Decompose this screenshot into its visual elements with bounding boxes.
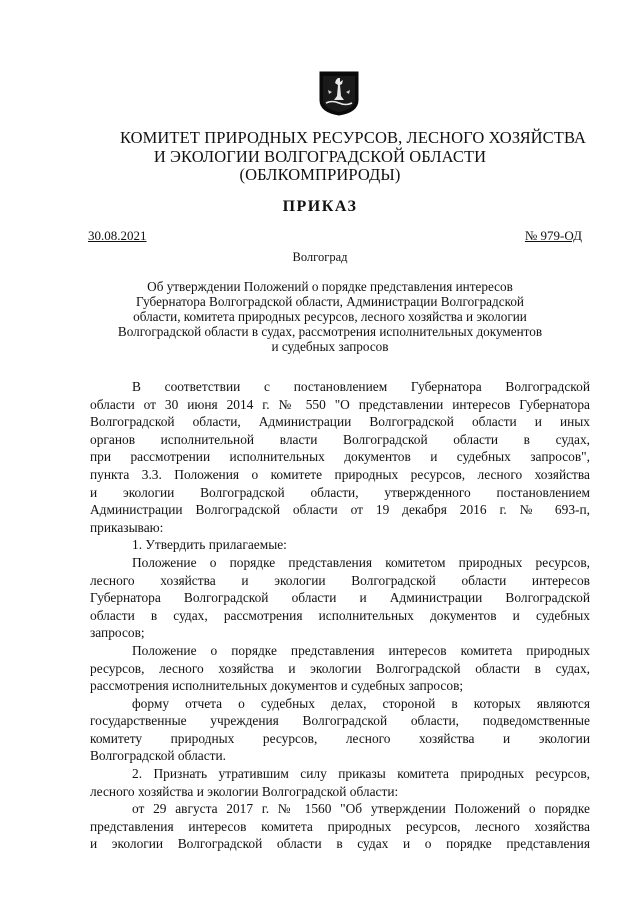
body-line: запросов; <box>90 625 145 641</box>
document-date: 30.08.2021 <box>88 228 147 243</box>
subject-line: Губернатора Волгоградской области, Администрации Волгоградской <box>136 294 524 309</box>
subject-line: области, комитета природных ресурсов, лесного хозяйства и экологии <box>133 309 527 324</box>
body-line: пункта 3.3. Положения о комитете природных ресурсов, лесного хозяйства <box>90 466 590 482</box>
body-line: представления интересов комитета природных ресурсов, лесного хозяйства <box>90 818 590 834</box>
document-city: Волгоград <box>292 250 348 264</box>
body-line: Положение о порядке представления интересов комитета природных <box>132 642 590 658</box>
subject-line: Об утверждении Положений о порядке представления интересов <box>147 279 513 294</box>
body-line: от 29 августа 2017 г. № 1560 "Об утверждении Положений о порядке <box>132 801 590 817</box>
org-short-name: (ОБЛКОМПРИРОДЫ) <box>239 165 401 184</box>
body-line: лесного хозяйства и экологии Волгоградской области: <box>90 783 399 799</box>
body-line: лесного хозяйства и экологии Волгоградской области интересов <box>90 572 590 588</box>
body-line: государственные учреждения Волгоградской области, подведомственные <box>90 713 590 729</box>
body-line: и экологии Волгоградской области, утвержденного постановлением <box>90 484 590 500</box>
body-line: Волгоградской области, Администрации Волгоградской области и иных <box>90 414 590 430</box>
org-name-line-2: И ЭКОЛОГИИ ВОЛГОГРАДСКОЙ ОБЛАСТИ <box>153 147 487 166</box>
body-line: 2. Признать утратившим силу приказы комитета природных ресурсов, <box>132 766 590 782</box>
body-line: рассмотрения исполнительных документов и судебных запросов; <box>90 678 464 694</box>
body-line: В соответствии с постановлением Губернатора Волгоградской <box>132 379 590 394</box>
body-line: при рассмотрении исполнительных документов и судебных запросов", <box>90 449 590 465</box>
body-line: органов исполнительной власти Волгоградской области в судах, <box>90 431 590 447</box>
document-body <box>90 378 590 853</box>
body-line: форму отчета о судебных делах, стороной в которых являются <box>132 695 590 711</box>
body-line: Положение о порядке представления комитетом природных ресурсов, <box>132 554 590 570</box>
coat-of-arms-icon <box>318 70 360 116</box>
subject-line: и судебных запросов <box>271 339 389 354</box>
org-name-line-1: КОМИТЕТ ПРИРОДНЫХ РЕСУРСОВ, ЛЕСНОГО ХОЗЯЙСТВА <box>119 128 587 147</box>
body-line: 1. Утвердить прилагаемые: <box>132 537 287 553</box>
document-type-title: ПРИКАЗ <box>282 198 358 215</box>
body-line: комитету природных ресурсов, лесного хозяйства и экологии <box>90 730 590 746</box>
body-line: Волгоградской области. <box>90 748 227 764</box>
body-line: и экологии Волгоградской области в судах и о порядке представления <box>90 836 590 852</box>
subject-line: Волгоградской области в судах, рассмотрения исполнительных документов <box>117 324 543 339</box>
body-line: области в судах, рассмотрения исполнительных документов и судебных <box>90 607 590 623</box>
body-line: приказываю: <box>90 519 164 535</box>
body-line: Губернатора Волгоградской области и Администрации Волгоградской <box>90 590 590 606</box>
document-subject <box>100 279 560 354</box>
body-line: области от 30 июня 2014 г. № 550 "О представлении интересов Губернатора <box>90 396 590 412</box>
document-number: № 979-ОД <box>524 228 582 243</box>
body-line: Администрации Волгоградской области от 19 декабря 2016 г. № 693-п, <box>90 502 590 518</box>
body-line: ресурсов, лесного хозяйства и экологии Волгоградской области в судах, <box>90 660 590 676</box>
